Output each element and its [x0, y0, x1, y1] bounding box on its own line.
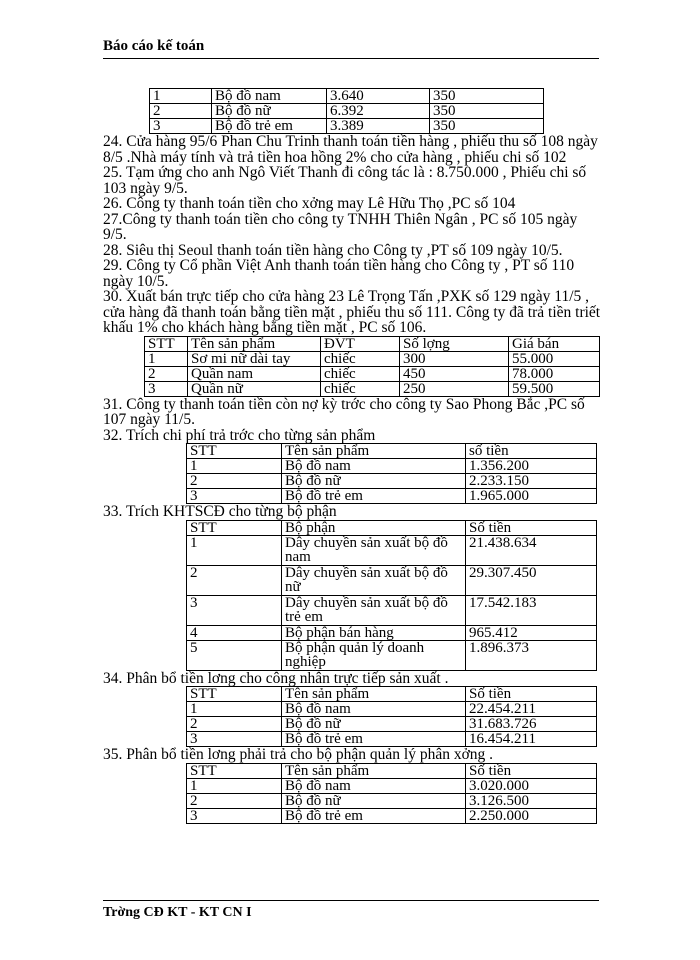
- product-table-top: [149, 88, 544, 134]
- entry-27: 27.Công ty thanh toán tiền cho công ty TNHH Thiên Ngân , PC số 105 ngày 9/5.: [103, 210, 578, 243]
- entry-31: 31. Công ty thanh toán tiền còn nợ kỳ trớc cho công ty Sao Phong Bắc ,PC số 107 ngày 11/5.: [103, 395, 585, 428]
- depreciation-table-33: [186, 520, 597, 671]
- table-row: 4 Bộ phận bán hàng 965.412: [187, 625, 597, 640]
- table-row: 3 Bộ đồ trẻ em 1.965.000: [187, 489, 597, 504]
- document-body: [103, 88, 603, 824]
- table-header-row: STT Tên sản phẩm Số tiền: [187, 687, 597, 702]
- table-row: 2 Bộ đồ nữ 2.233.150: [187, 474, 597, 489]
- table-header-row: STT Tên sản phẩm Số tiền: [187, 763, 597, 778]
- sales-table-30: [144, 336, 600, 397]
- entry-32: 32. Trích chi phí trả trớc cho từng sản phẩm: [103, 426, 376, 444]
- entry-25: 25. Tạm ứng cho anh Ngô Viết Thanh đi công tác là : 8.750.000 , Phiếu chi số 103 ngày 9/5.: [103, 164, 587, 197]
- entry-29: 29. Công ty Cổ phần Việt Anh thanh toán tiền hàng cho Công ty , PT số 110 ngày 10/5.: [103, 257, 575, 290]
- table-header-row: STT Tên sản phẩm ĐVT Số lợng Giá bán: [145, 336, 600, 351]
- table-row: 2 Bộ đồ nữ 6.392 350: [150, 104, 544, 119]
- page-footer: Trờng CĐ KT - KT CN I: [103, 900, 599, 921]
- table-row: 1 Dây chuyền sản xuất bộ đồ nam 21.438.634: [187, 535, 597, 565]
- entry-28: 28. Siêu thị Seoul thanh toán tiền hàng cho Công ty ,PT số 109 ngày 10/5.: [103, 241, 563, 259]
- entry-30: 30. Xuất bán trực tiếp cho cửa hàng 23 Lê Trọng Tấn ,PXK số 129 ngày 11/5 , cửa hàng đã thanh toán bằng tiền mặt , phiếu thu số 111. Công ty đã trả tiền triết khấu 1% cho khách hàng bằng tiền mặt , PC số 106.: [103, 288, 601, 336]
- table-row: 3 Bộ đồ trẻ em 16.454.211: [187, 732, 597, 747]
- wage-table-35: [186, 763, 597, 824]
- table-row: 2 Quần nam chiếc 450 78.000: [145, 366, 600, 381]
- table-header-row: STT Bộ phận Số tiền: [187, 520, 597, 535]
- table-row: 1 Sơ mi nữ dài tay chiếc 300 55.000: [145, 351, 600, 366]
- table-header-row: STT Tên sản phẩm số tiền: [187, 444, 597, 459]
- entry-35: 35. Phân bổ tiền lơng phải trả cho bộ phận quản lý phân xởng .: [103, 746, 494, 763]
- entry-24: 24. Cửa hàng 95/6 Phan Chu Trinh thanh toán tiền hàng , phiếu thu số 108 ngày 8/5 .Nhà máy tính và trả tiền hoa hồng 2% cho cửa hàng , phiếu chi số 102: [103, 133, 598, 166]
- table-row: 1 Bộ đồ nam 3.640 350: [150, 89, 544, 104]
- wage-table-34: [186, 686, 597, 747]
- table-row: 3 Quần nữ chiếc 250 59.500: [145, 381, 600, 396]
- page-header: Báo cáo kế toán: [103, 38, 599, 59]
- prepaid-table-32: [186, 443, 597, 504]
- table-row: 2 Dây chuyền sản xuất bộ đồ nữ 29.307.450: [187, 565, 597, 595]
- table-row: 5 Bộ phận quản lý doanh nghiệp 1.896.373: [187, 640, 597, 670]
- entry-34: 34. Phân bổ tiền lơng cho công nhân trực tiếp sản xuất .: [103, 669, 449, 687]
- table-row: 2 Bộ đồ nữ 3.126.500: [187, 793, 597, 808]
- table-row: 3 Bộ đồ trẻ em 2.250.000: [187, 808, 597, 823]
- table-row: 1 Bộ đồ nam 3.020.000: [187, 778, 597, 793]
- table-row: 3 Dây chuyền sản xuất bộ đồ trẻ em 17.542.183: [187, 595, 597, 625]
- table-row: 1 Bộ đồ nam 22.454.211: [187, 702, 597, 717]
- table-row: 3 Bộ đồ trẻ em 3.389 350: [150, 119, 544, 134]
- entry-33: 33. Trích KHTSCĐ cho từng bộ phận: [103, 503, 337, 520]
- table-row: 2 Bộ đồ nữ 31.683.726: [187, 717, 597, 732]
- table-row: 1 Bộ đồ nam 1.356.200: [187, 459, 597, 474]
- entry-26: 26. Công ty thanh toán tiền cho xởng may Lê Hữu Thọ ,PC số 104: [103, 195, 516, 212]
